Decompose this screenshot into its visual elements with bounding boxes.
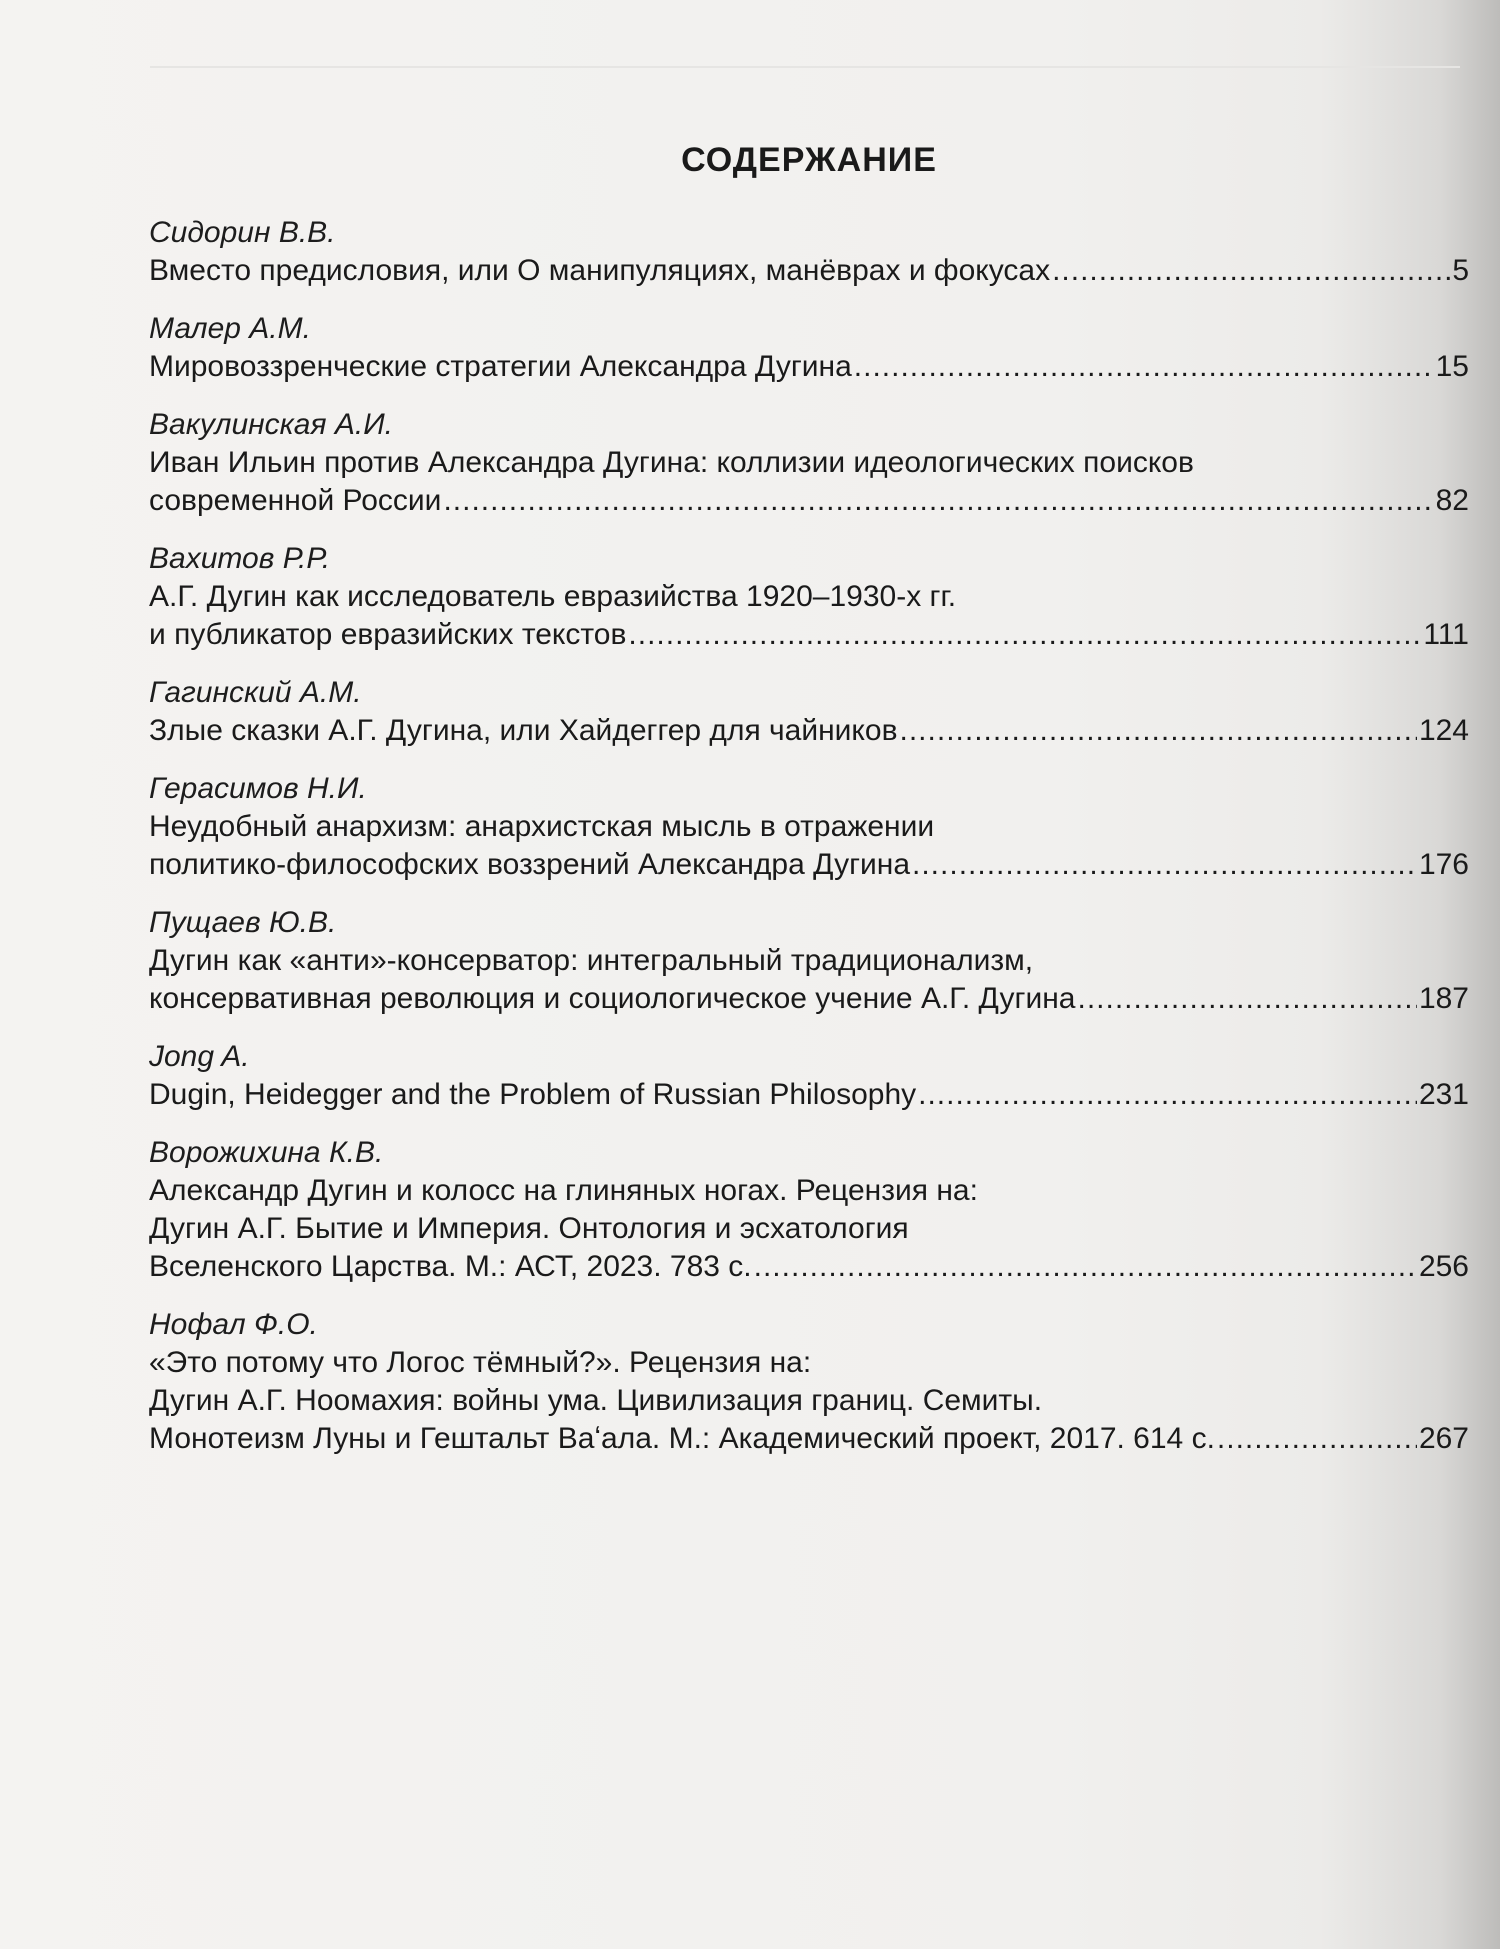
entry-title-line[interactable] xyxy=(149,252,1469,290)
toc-entry xyxy=(149,1306,1469,1458)
entry-title: современной России xyxy=(149,484,442,517)
dot-leader xyxy=(1077,980,1416,1018)
entry-author: Пущаев Ю.В. xyxy=(149,906,337,939)
header-rule xyxy=(150,66,1460,68)
entry-title-continued: Иван Ильин против Александра Дугина: коллизии идеологических поисков xyxy=(149,446,1194,479)
dot-leader xyxy=(1217,1420,1417,1458)
entry-author: Нофал Ф.О. xyxy=(149,1308,318,1341)
entry-title-continued: «Это потому что Логос тёмный?». Рецензия на: xyxy=(149,1346,812,1379)
entry-title: Злые сказки А.Г. Дугина, или Хайдеггер для чайников xyxy=(149,714,898,747)
entry-author: Герасимов Н.И. xyxy=(149,772,367,805)
entry-title: Вместо предисловия, или О манипуляциях, манёврах и фокусах xyxy=(149,254,1051,287)
entry-title-line[interactable] xyxy=(149,1076,1469,1114)
toc-entry xyxy=(149,674,1469,750)
dot-leader xyxy=(854,348,1434,386)
dot-leader xyxy=(443,482,1433,520)
entry-page-number: 5 xyxy=(1452,254,1469,287)
entry-title-line[interactable] xyxy=(149,846,1469,884)
entry-author: Вакулинская А.И. xyxy=(149,408,393,441)
toc-entry xyxy=(149,1038,1469,1114)
toc-heading: СОДЕРЖАНИЕ xyxy=(681,141,937,179)
entry-title: Мировоззренческие стратегии Александра Дугина xyxy=(149,350,852,383)
entry-title-continued: Неудобный анархизм: анархистская мысль в отражении xyxy=(149,810,935,843)
entry-title-continued: Дугин А.Г. Ноомахия: войны ума. Цивилизация границ. Семиты. xyxy=(149,1384,1043,1417)
entry-page-number: 267 xyxy=(1418,1422,1469,1455)
table-of-contents xyxy=(149,140,1469,1478)
entry-title-line[interactable] xyxy=(149,1420,1469,1458)
entry-page-number: 82 xyxy=(1435,484,1469,517)
entry-author: Jong A. xyxy=(149,1040,250,1073)
entry-title: и публикатор евразийских текстов xyxy=(149,618,627,651)
dot-leader xyxy=(912,846,1417,884)
entry-author: Вахитов Р.Р. xyxy=(149,542,331,575)
toc-entry xyxy=(149,770,1469,884)
entry-author: Гагинский А.М. xyxy=(149,676,362,709)
entry-title-line[interactable] xyxy=(149,482,1469,520)
entry-title-line[interactable] xyxy=(149,348,1469,386)
entry-title: Dugin, Heidegger and the Problem of Russian Philosophy xyxy=(149,1078,917,1111)
entry-author: Сидорин В.В. xyxy=(149,216,336,249)
toc-entry xyxy=(149,310,1469,386)
entry-page-number: 256 xyxy=(1418,1250,1469,1283)
dot-leader xyxy=(754,1248,1417,1286)
entry-title-continued: А.Г. Дугин как исследователь евразийства 1920–1930-х гг. xyxy=(149,580,957,613)
entry-author: Малер А.М. xyxy=(149,312,311,345)
toc-entry xyxy=(149,406,1469,520)
entry-author: Ворожихина К.В. xyxy=(149,1136,384,1169)
entry-title-continued: Александр Дугин и колосс на глиняных ногах. Рецензия на: xyxy=(149,1174,978,1207)
entry-page-number: 176 xyxy=(1418,848,1469,881)
entry-page-number: 187 xyxy=(1418,982,1469,1015)
toc-entry xyxy=(149,214,1469,290)
entry-title: Монотеизм Луны и Гештальт Ваʻала. М.: Академический проект, 2017. 614 с. xyxy=(149,1422,1215,1455)
entry-title: Вселенского Царства. М.: АСТ, 2023. 783 с. xyxy=(149,1250,752,1283)
entry-page-number: 124 xyxy=(1418,714,1469,747)
toc-entry xyxy=(149,904,1469,1018)
dot-leader xyxy=(918,1076,1417,1114)
entry-title: консервативная революция и социологическое учение А.Г. Дугина xyxy=(149,982,1076,1015)
dot-leader xyxy=(628,616,1421,654)
entry-title-line[interactable] xyxy=(149,712,1469,750)
entry-title-line[interactable] xyxy=(149,980,1469,1018)
toc-entry xyxy=(149,1134,1469,1286)
dot-leader xyxy=(1052,252,1450,290)
entry-title-line[interactable] xyxy=(149,1248,1469,1286)
entry-title: политико-философских воззрений Александра Дугина xyxy=(149,848,911,881)
entry-title-continued: Дугин как «анти»-консерватор: интегральный традиционализм, xyxy=(149,944,1034,977)
dot-leader xyxy=(900,712,1417,750)
entry-page-number: 15 xyxy=(1435,350,1469,383)
entry-title-line[interactable] xyxy=(149,616,1469,654)
toc-entry xyxy=(149,540,1469,654)
entry-page-number: 111 xyxy=(1423,618,1469,651)
entry-page-number: 231 xyxy=(1418,1078,1469,1111)
entry-title-continued: Дугин А.Г. Бытие и Империя. Онтология и эсхатология xyxy=(149,1212,909,1245)
